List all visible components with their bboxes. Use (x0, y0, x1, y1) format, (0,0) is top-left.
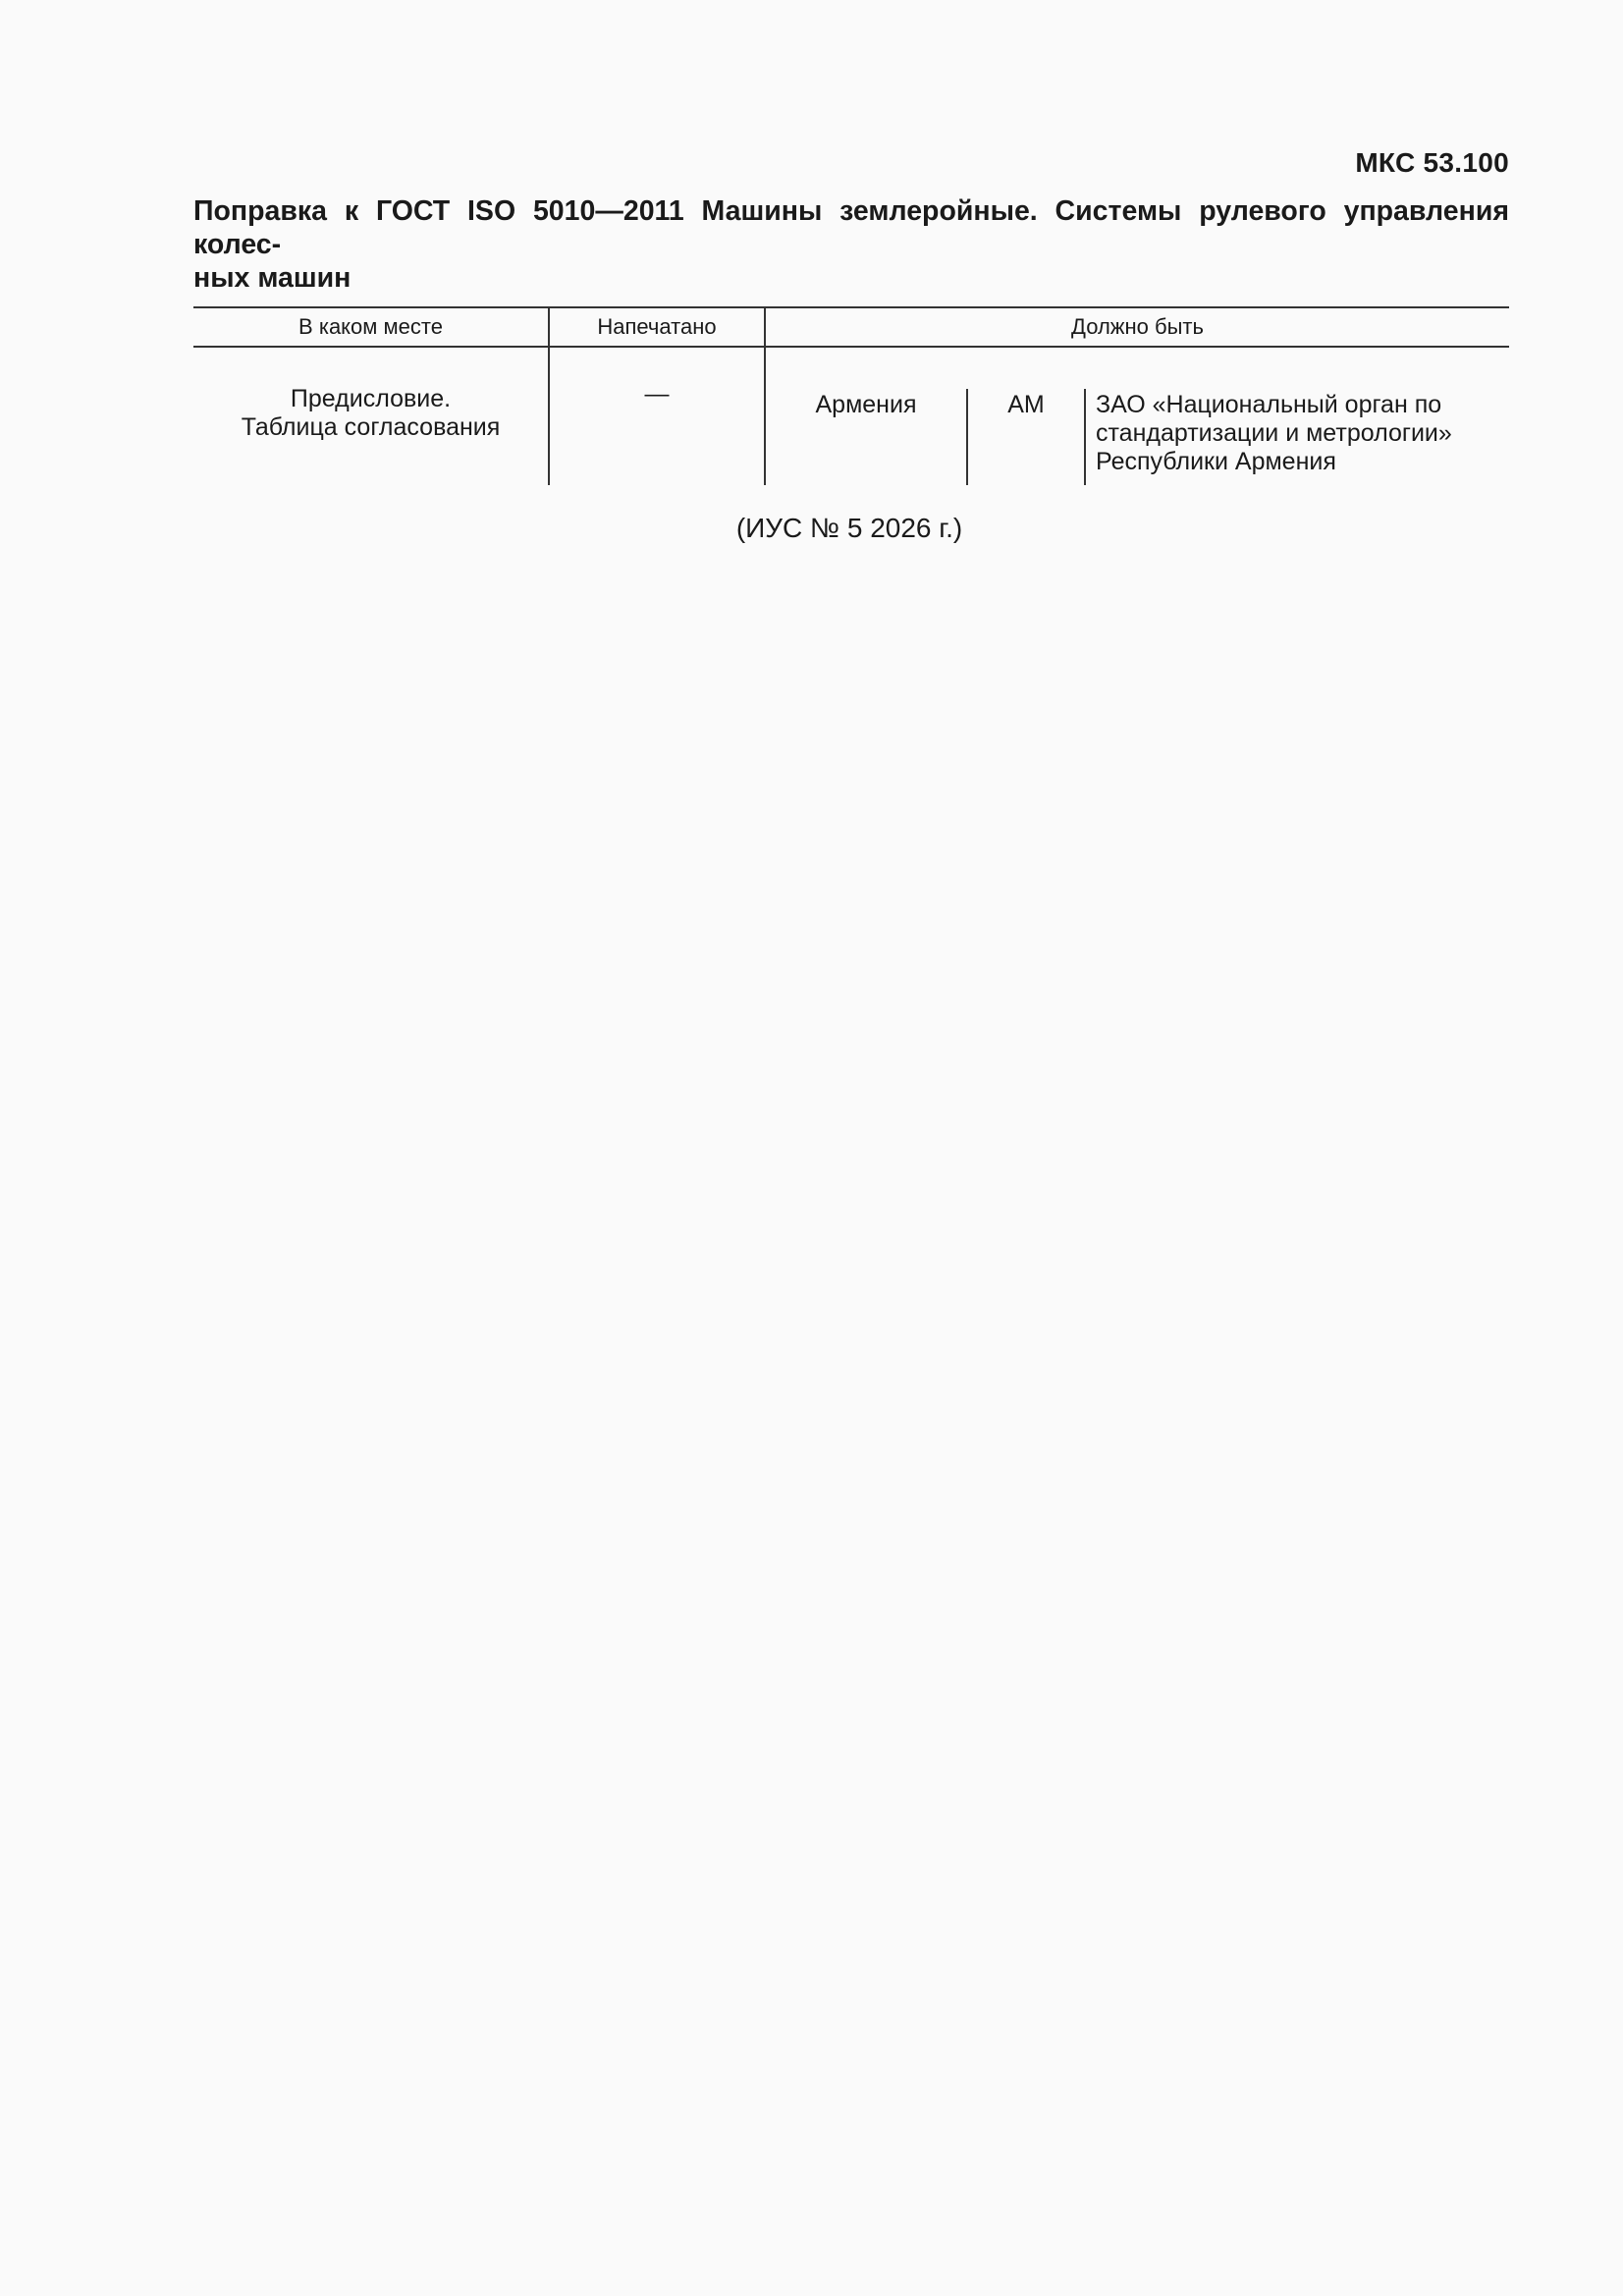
header-printed: Напечатано (549, 307, 765, 347)
cell-should-be (765, 347, 1509, 485)
correction-table (193, 306, 1509, 485)
document-title (193, 194, 1509, 295)
title-line-2: ных машин (193, 262, 352, 294)
place-text: Предисловие. Таблица согласования (241, 385, 501, 441)
printed-text: — (644, 380, 670, 408)
should-be-organization: ЗАО «Национальный орган по стандартизации и метрологии» Республики Армения (1084, 389, 1509, 485)
mks-code: МКС 53.100 (1355, 147, 1509, 178)
header-should-be: Должно быть (765, 307, 1509, 347)
title-line-1: Поправка к ГОСТ ISO 5010—2011 Машины землеройные. Системы рулевого управления колес- (193, 195, 1509, 260)
ius-reference: (ИУС № 5 2026 г.) (735, 513, 963, 543)
correction-table-wrapper (193, 306, 1509, 485)
should-be-subtable (766, 348, 1509, 485)
should-be-country-code: AM (966, 389, 1084, 485)
should-be-country: Армения (815, 391, 917, 418)
table-row (193, 347, 1509, 485)
cell-printed (549, 347, 765, 485)
header-place: В каком месте (193, 307, 549, 347)
table-header-row (193, 307, 1509, 347)
cell-place (193, 347, 549, 485)
